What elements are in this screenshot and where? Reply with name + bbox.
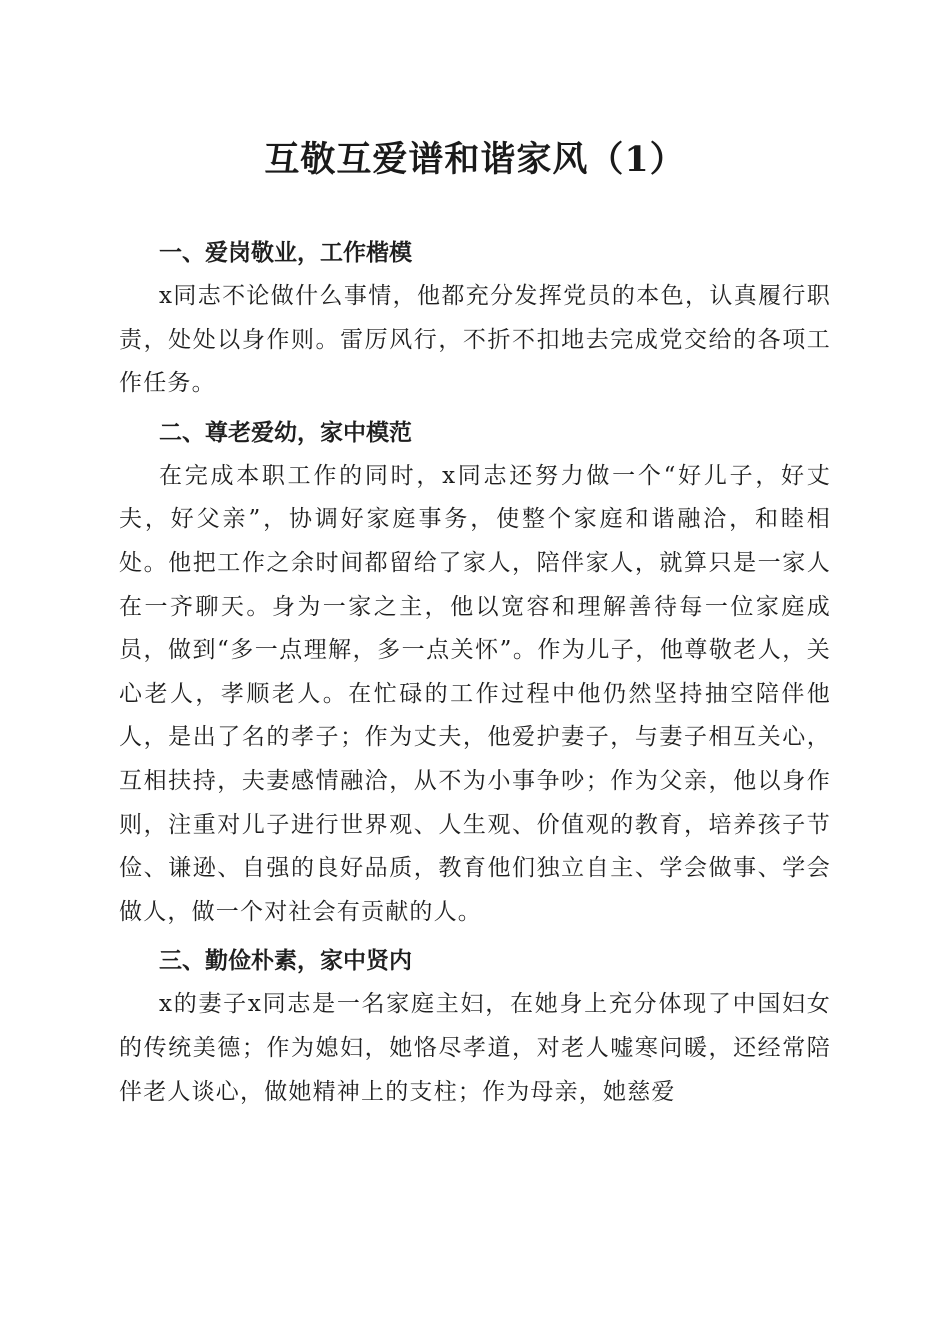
document-title: 互敬互爱谱和谐家风（1）: [264, 139, 686, 180]
section-heading-2: 二、尊老爱幼，家中模范: [159, 419, 412, 446]
section-heading-1: 一、爱岗敬业，工作楷模: [159, 240, 412, 266]
section-paragraph-1: x同志不论做什么事情，他都充分发挥党员的本色，认真履行职责，处处以身作则。雷厉风行，不折不扣地去完成党交给的各项工作任务。: [119, 283, 831, 397]
section-paragraph-3: x的妻子x同志是一名家庭主妇，在她身上充分体现了中国妇女的传统美德；作为媳妇，她恪尽孝道，对老人嘘寒问暖，还经常陪伴老人谈心，做她精神上的支柱；作为母亲，她慈爱: [119, 991, 831, 1105]
section-heading-3: 三、勤俭朴素，家中贤内: [159, 948, 412, 975]
section-paragraph-2: 在完成本职工作的同时，x同志还努力做一个“好儿子，好丈夫，好父亲”，协调好家庭事务，使整个家庭和谐融洽，和睦相处。他把工作之余时间都留给了家人，陪伴家人，就算只是一家人在一齐聊天。身为一家之主，他以宽容和理解善待每一位家庭成员，做到“多一点理解，多一点关怀”。作为儿子，他尊敬老人，关心老人，孝顺老人。在忙碌的工作过程中他仍然坚持抽空陪伴他人，是出了名的孝子；作为丈夫，他爱护妻子，与妻子相互关心，互相扶持，夫妻感情融洽，从不为小事争吵；作为父亲，他以身作则，注重对儿子进行世界观、人生观、价值观的教育，培养孩子节俭、谦逊、自强的良好品质，教育他们独立自主、学会做事、学会做人，做一个对社会有贡献的人。: [119, 462, 831, 925]
document-body: [119, 232, 831, 1114]
